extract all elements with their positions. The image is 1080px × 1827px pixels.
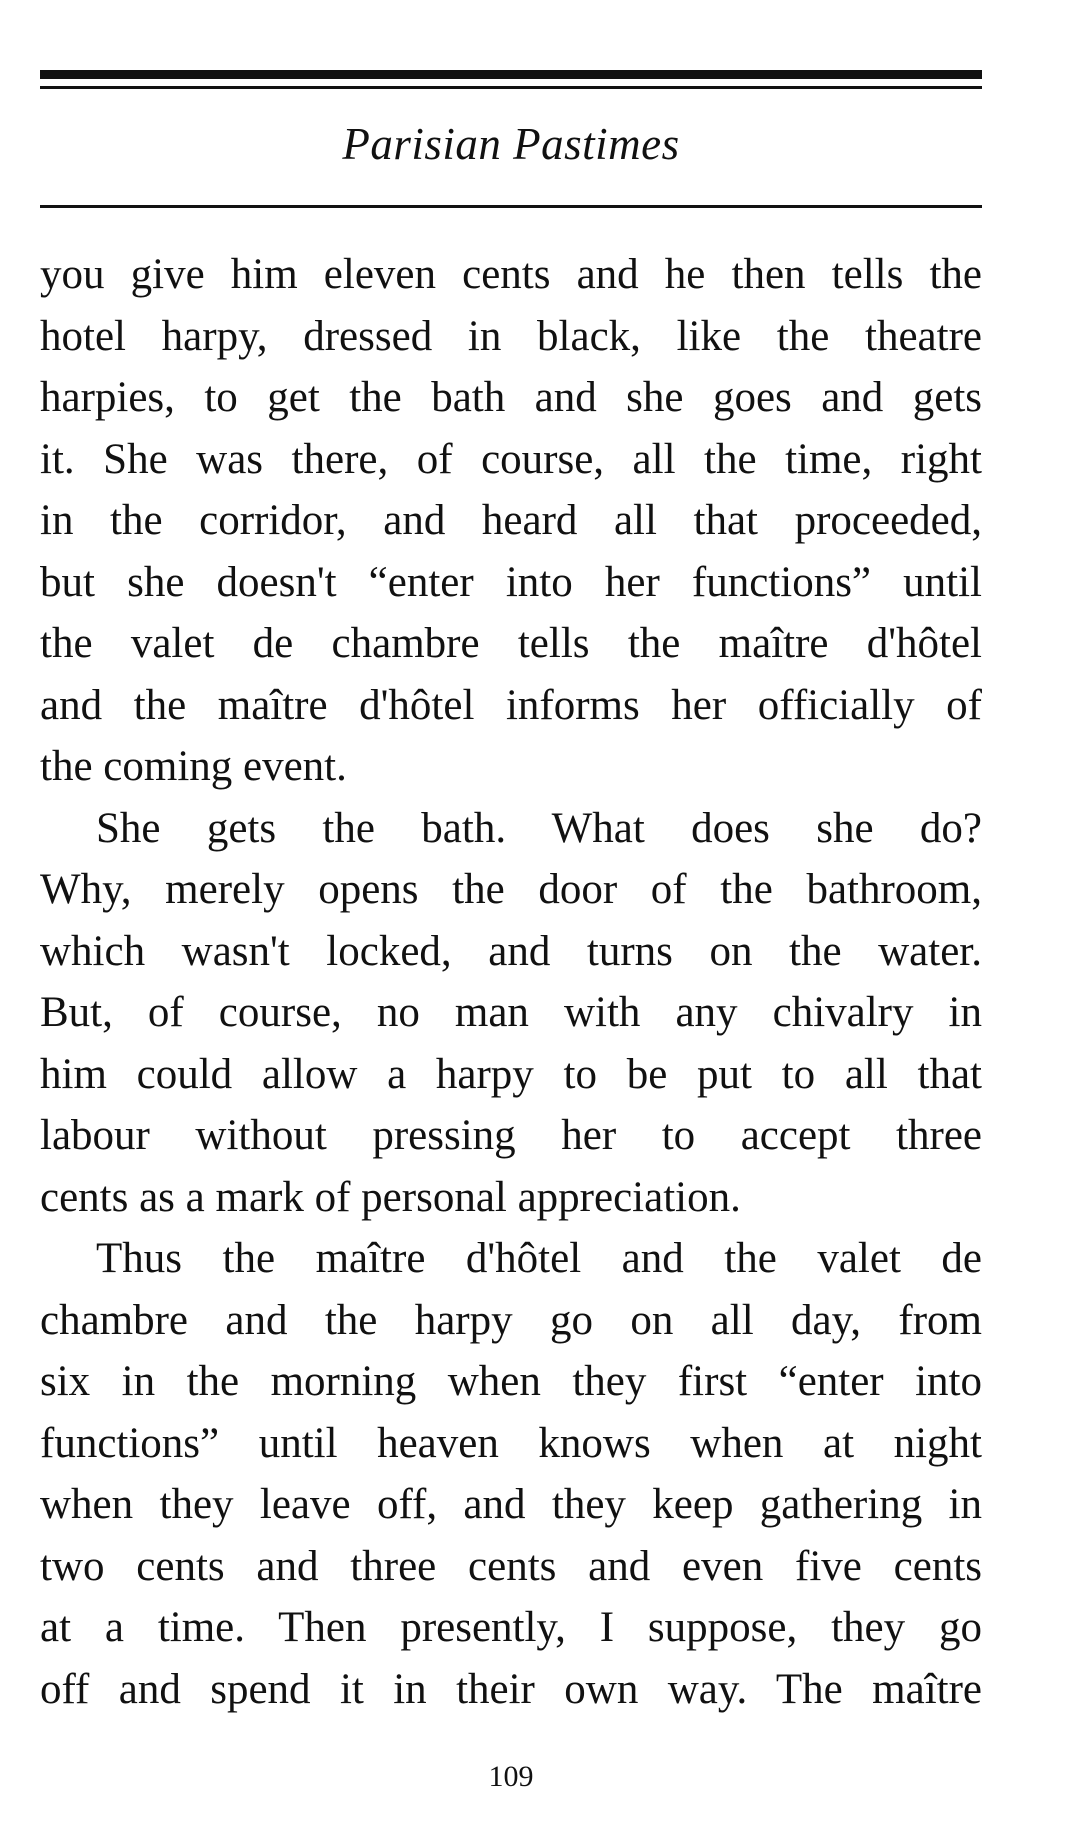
- text-line-12: which wasn't locked, and turns on the water.: [40, 927, 982, 975]
- text-line-23: at a time. Then presently, I suppose, they go: [40, 1604, 982, 1651]
- text-line-8: and the maître d'hôtel informs her officially of: [40, 681, 982, 729]
- text-line-3: harpies, to get the bath and she goes and gets: [40, 374, 982, 421]
- page-body: [40, 244, 982, 1720]
- text-line-5: in the corridor, and heard all that proceeded,: [40, 497, 982, 544]
- text-line-11: Why, merely opens the door of the bathroom,: [40, 866, 982, 913]
- page-number: 109: [488, 1760, 534, 1793]
- text-line-7: the valet de chambre tells the maître d'hôtel: [40, 620, 982, 667]
- top-double-rule-thin: [40, 86, 982, 89]
- text-line-6: but she doesn't “enter into her functions” until: [40, 558, 982, 606]
- text-line-18: chambre and the harpy go on all day, from: [40, 1296, 982, 1344]
- text-line-24: off and spend it in their own way. The maître: [40, 1665, 982, 1713]
- text-line-10: She gets the bath. What does she do?: [96, 804, 982, 852]
- text-line-17: Thus the maître d'hôtel and the valet de: [96, 1235, 982, 1282]
- running-head-rule: [40, 205, 982, 208]
- text-line-4: it. She was there, of course, all the time, right: [40, 435, 982, 483]
- running-head-title: Parisian Pastimes: [342, 119, 680, 169]
- text-line-22: two cents and three cents and even five cents: [40, 1542, 982, 1590]
- text-line-14: him could allow a harpy to be put to all that: [40, 1050, 982, 1098]
- text-line-15: labour without pressing her to accept three: [40, 1112, 982, 1159]
- text-line-21: when they leave off, and they keep gathering in: [40, 1481, 982, 1528]
- text-line-9: the coming event.: [40, 743, 347, 790]
- text-line-20: functions” until heaven knows when at night: [40, 1419, 982, 1467]
- text-line-13: But, of course, no man with any chivalry in: [40, 989, 982, 1036]
- text-line-2: hotel harpy, dressed in black, like the theatre: [40, 312, 982, 360]
- text-line-16: cents as a mark of personal appreciation.: [40, 1173, 741, 1221]
- text-line-1: you give him eleven cents and he then tells the: [40, 251, 982, 298]
- top-double-rule-thick: [40, 70, 982, 79]
- text-line-19: six in the morning when they first “enter into: [40, 1358, 982, 1405]
